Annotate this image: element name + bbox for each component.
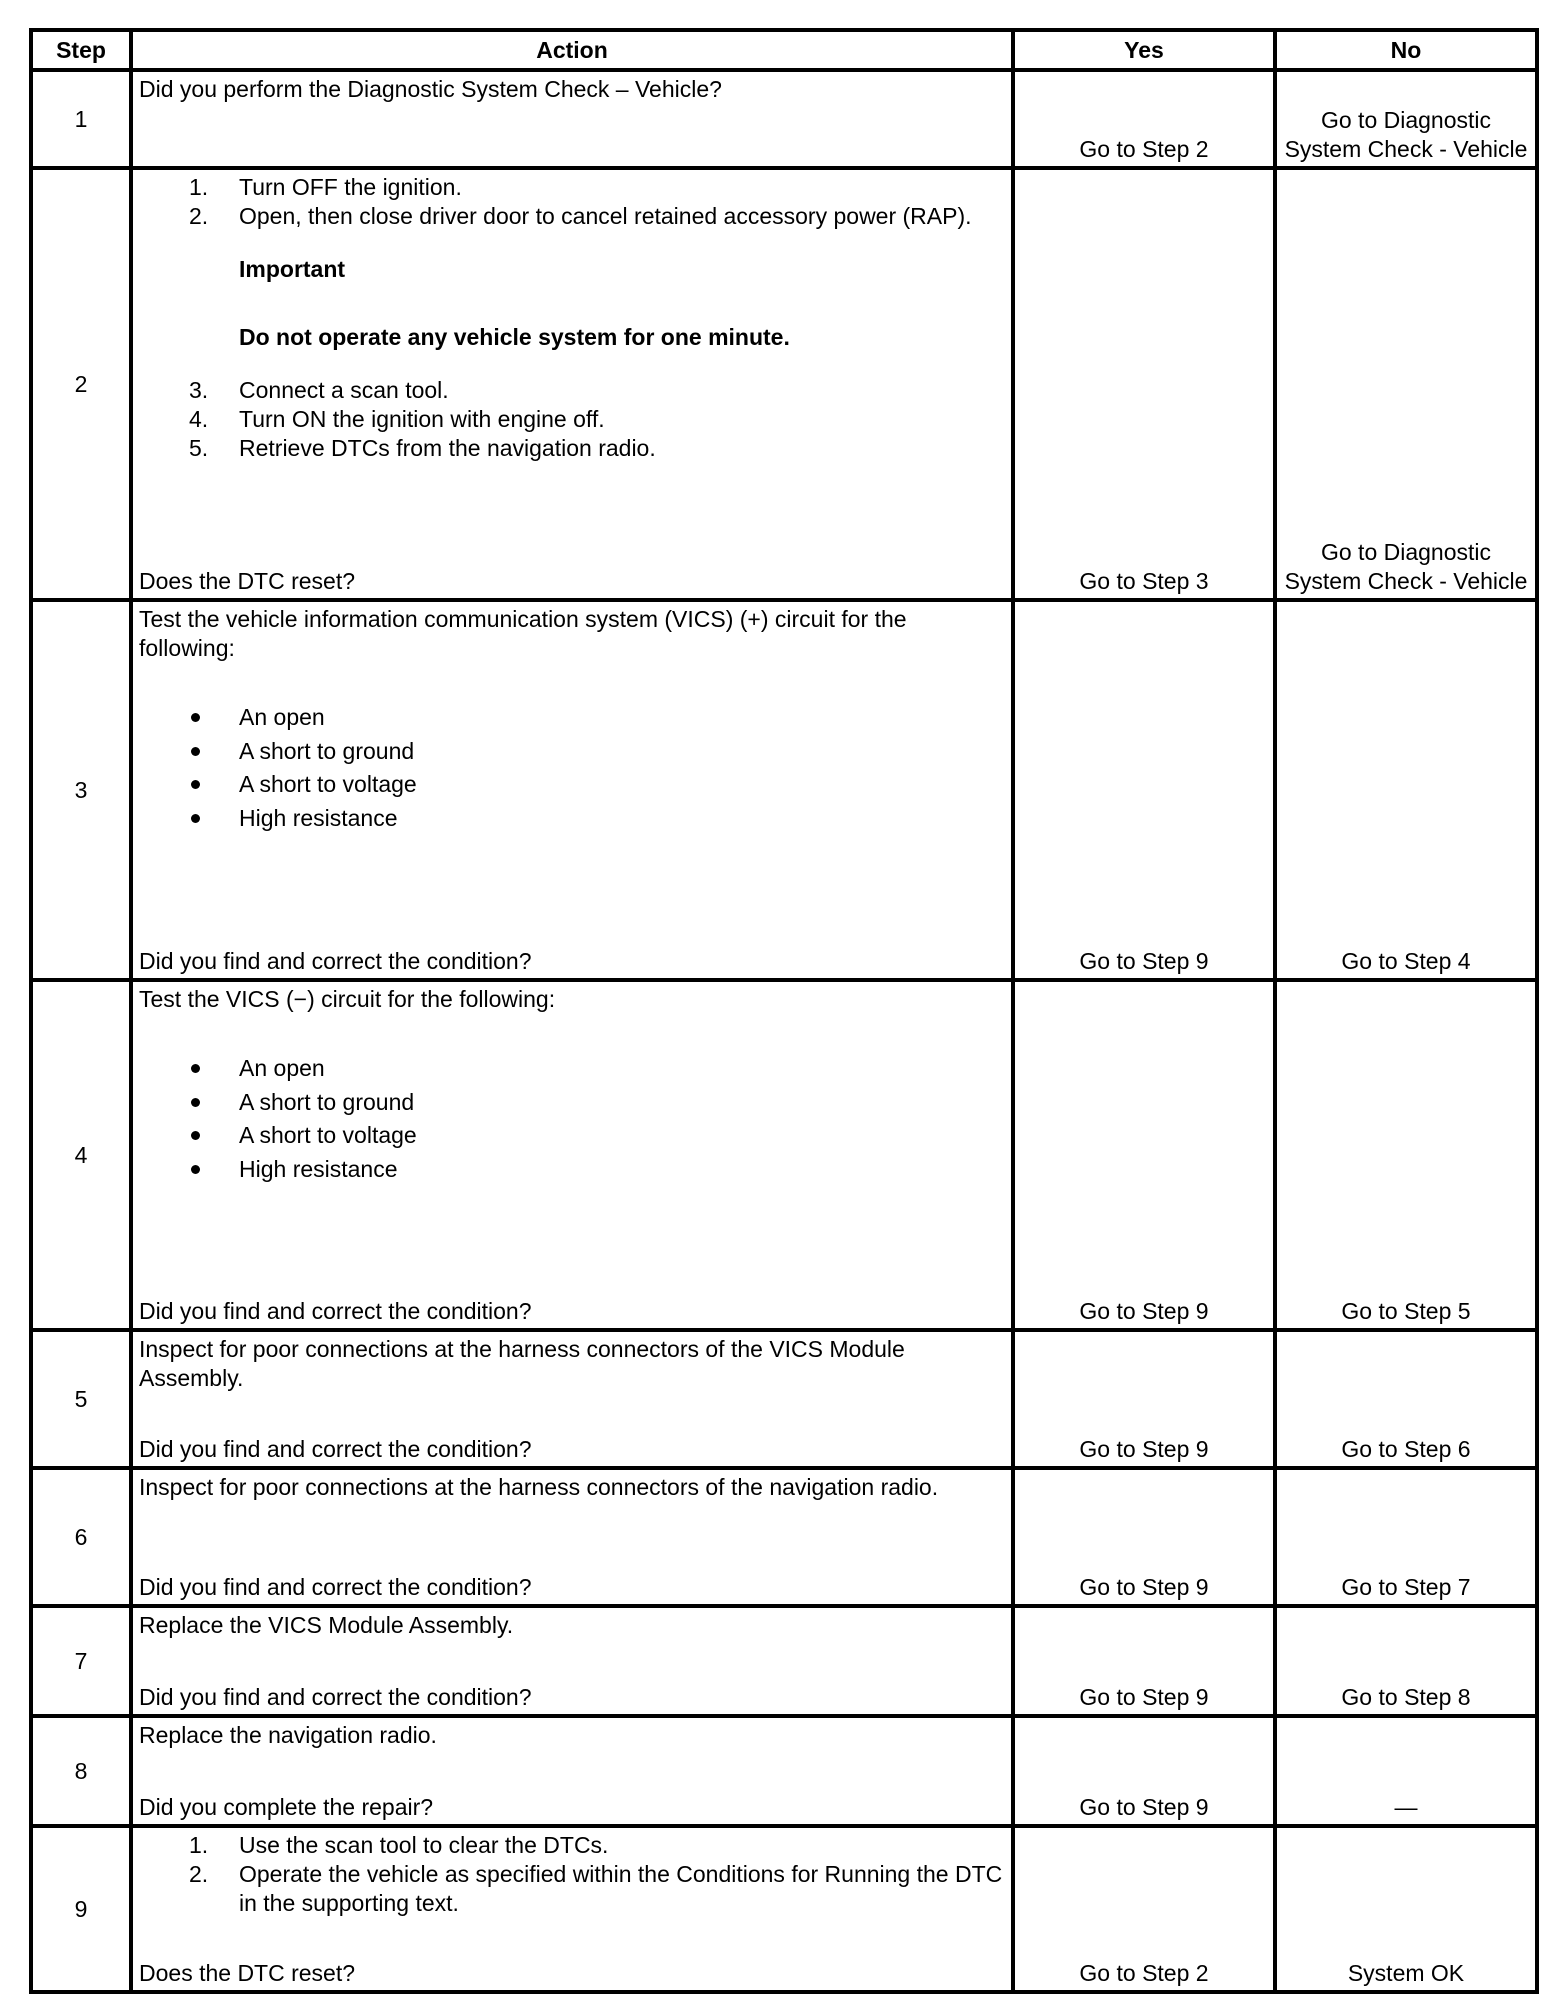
yes-result: Go to Step 9	[1013, 1468, 1275, 1606]
header-row	[31, 30, 1537, 70]
table-row	[31, 168, 1537, 600]
bullet-list	[139, 1052, 1005, 1186]
action-question: Does the DTC reset?	[139, 568, 356, 594]
numbered-list	[139, 173, 1005, 231]
step-number: 8	[31, 1716, 131, 1826]
action-cell	[131, 600, 1013, 980]
yes-result: Go to Step 2	[1013, 1826, 1275, 1992]
action-text: Inspect for poor connections at the harness connectors of the VICS Module Assembly.	[139, 1336, 905, 1391]
yes-result: Go to Step 9	[1013, 1606, 1275, 1716]
no-result: Go to Step 4	[1275, 600, 1537, 980]
action-cell	[131, 980, 1013, 1330]
header-no: No	[1275, 30, 1537, 70]
action-text: Test the VICS (−) circuit for the following:	[139, 986, 556, 1012]
step-number: 7	[31, 1606, 131, 1716]
action-question: Did you complete the repair?	[139, 1794, 434, 1820]
list-item: 2. Open, then close driver door to cancel retained accessory power (RAP).	[189, 203, 972, 229]
list-item: 1. Turn OFF the ignition.	[189, 174, 462, 200]
action-cell	[131, 1330, 1013, 1468]
table-row	[31, 980, 1537, 1330]
yes-result: Go to Step 9	[1013, 1330, 1275, 1468]
no-result: System OK	[1275, 1826, 1537, 1992]
step-number: 2	[31, 168, 131, 600]
action-cell	[131, 70, 1013, 168]
yes-result: Go to Step 2	[1013, 70, 1275, 168]
no-result: Go to Diagnostic System Check - Vehicle	[1275, 168, 1537, 600]
action-question: Did you find and correct the condition?	[139, 1436, 532, 1462]
no-result: Go to Step 8	[1275, 1606, 1537, 1716]
action-cell	[131, 1716, 1013, 1826]
step-number: 5	[31, 1330, 131, 1468]
list-item: 4. Turn ON the ignition with engine off.	[189, 406, 605, 432]
step-number: 3	[31, 600, 131, 980]
action-text: Replace the navigation radio.	[139, 1722, 437, 1748]
step-number: 4	[31, 980, 131, 1330]
list-item: 2. Operate the vehicle as specified within the Conditions for Running the DTC in the supporting text.	[189, 1861, 1003, 1916]
yes-result: Go to Step 9	[1013, 980, 1275, 1330]
list-item: High resistance	[139, 1153, 1005, 1187]
action-question: Did you find and correct the condition?	[139, 1574, 532, 1600]
action-question: Did you find and correct the condition?	[139, 948, 532, 974]
important-note	[139, 255, 1005, 352]
action-text: Replace the VICS Module Assembly.	[139, 1612, 514, 1638]
bullet-list	[139, 701, 1005, 835]
header-step: Step	[31, 30, 131, 70]
table-row	[31, 1468, 1537, 1606]
header-yes: Yes	[1013, 30, 1275, 70]
action-cell	[131, 1606, 1013, 1716]
list-item: High resistance	[139, 802, 1005, 836]
header-action: Action	[131, 30, 1013, 70]
action-cell	[131, 1468, 1013, 1606]
table-row	[31, 1826, 1537, 1992]
no-result: Go to Step 7	[1275, 1468, 1537, 1606]
table-row	[31, 1330, 1537, 1468]
important-text: Do not operate any vehicle system for one minute.	[239, 324, 790, 350]
no-result: Go to Diagnostic System Check - Vehicle	[1275, 70, 1537, 168]
step-number: 9	[31, 1826, 131, 1992]
numbered-list	[139, 1831, 1005, 1918]
list-item: A short to voltage	[139, 768, 1005, 802]
yes-result: Go to Step 9	[1013, 1716, 1275, 1826]
step-number: 6	[31, 1468, 131, 1606]
important-label: Important	[239, 256, 346, 282]
action-question: Did you find and correct the condition?	[139, 1684, 532, 1710]
no-result: —	[1275, 1716, 1537, 1826]
table-row	[31, 1716, 1537, 1826]
no-result: Go to Step 6	[1275, 1330, 1537, 1468]
table-row	[31, 1606, 1537, 1716]
list-item: 5. Retrieve DTCs from the navigation radio.	[189, 435, 656, 461]
list-item: A short to ground	[139, 735, 1005, 769]
no-result: Go to Step 5	[1275, 980, 1537, 1330]
list-item: An open	[139, 1052, 1005, 1086]
list-item: An open	[139, 701, 1005, 735]
action-cell	[131, 1826, 1013, 1992]
diagnostic-table	[29, 28, 1539, 1994]
table-row	[31, 600, 1537, 980]
list-item: A short to voltage	[139, 1119, 1005, 1153]
list-item: 3. Connect a scan tool.	[189, 377, 449, 403]
numbered-list	[139, 376, 1005, 463]
list-item: A short to ground	[139, 1086, 1005, 1120]
action-cell	[131, 168, 1013, 600]
action-text: Inspect for poor connections at the harness connectors of the navigation radio.	[139, 1474, 939, 1500]
action-text: Test the vehicle information communication system (VICS) (+) circuit for the following:	[139, 606, 907, 661]
table-row	[31, 70, 1537, 168]
yes-result: Go to Step 9	[1013, 600, 1275, 980]
list-item: 1. Use the scan tool to clear the DTCs.	[189, 1832, 609, 1858]
action-text: Did you perform the Diagnostic System Check – Vehicle?	[139, 76, 722, 102]
action-question: Did you find and correct the condition?	[139, 1298, 532, 1324]
yes-result: Go to Step 3	[1013, 168, 1275, 600]
action-question: Does the DTC reset?	[139, 1960, 356, 1986]
step-number: 1	[31, 70, 131, 168]
